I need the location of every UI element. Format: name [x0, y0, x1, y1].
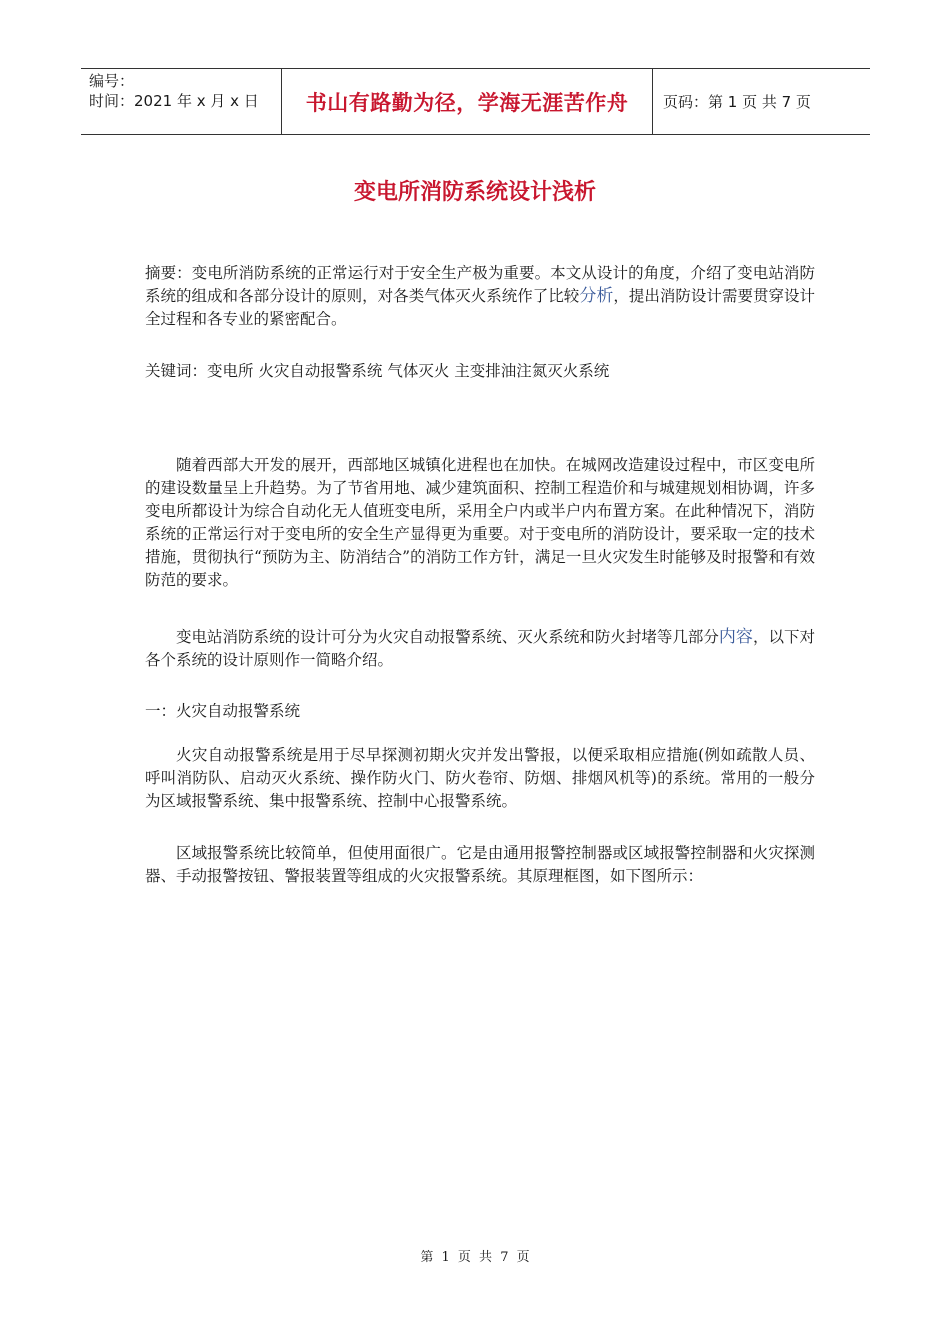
time-label: 时间：2021 年 x 月 x 日	[89, 92, 259, 110]
header-page-info-cell	[653, 69, 870, 134]
paragraph-4-text: 区域报警系统比较简单，但使用面很广。它是由通用报警控制器或区域报警控制器和火灾探测器、手动报警按钮、警报装置等组成的火灾报警系统。其原理框图，如下图所示：	[145, 844, 815, 885]
page-info: 页码：第 1 页 共 7 页	[663, 93, 811, 111]
header-table	[81, 68, 870, 135]
paragraph-1	[145, 454, 815, 592]
paragraph-2-link[interactable]: 内容	[718, 627, 753, 647]
abstract	[145, 262, 815, 331]
paragraph-2	[145, 626, 815, 672]
header-meta	[81, 69, 281, 134]
motto: 书山有路勤为径，学海无涯苦作舟	[305, 90, 629, 115]
section-heading-1	[145, 700, 815, 723]
paragraph-1-text: 随着西部大开发的展开，西部地区城镇化进程也在加快。在城网改造建设过程中，市区变电所的建设数量呈上升趋势。为了节省用地、减少建筑面积、控制工程造价和与城建规划相协调，许多变电所都设计为综合自动化无人值班变电所，采用全户内或半户内布置方案。在此种情况下，消防系统的正常运行对于变电所的安全生产显得更为重要。对于变电所的消防设计，要采取一定的技术措施，贯彻执行“预防为主、防消结合”的消防工作方针，满足一旦火灾发生时能够及时报警和有效防范的要求。	[145, 456, 815, 589]
paragraph-4	[145, 842, 815, 888]
abstract-text-b: ，提出消防设计需要贯穿设计全过程和各专业的紧密配合。	[145, 287, 815, 328]
paragraph-2-text-a: 变电站消防系统的设计可分为火灾自动报警系统、灭火系统和防火封堵等几部分	[176, 628, 719, 646]
document-title: 变电所消防系统设计浅析	[353, 180, 596, 205]
abstract-link[interactable]: 分析	[579, 286, 614, 306]
page-footer: 第 1 页 共 7 页	[420, 1250, 530, 1265]
paragraph-3	[145, 744, 815, 813]
section-heading-1-text: 一：火灾自动报警系统	[145, 702, 301, 720]
header-motto-cell	[281, 69, 653, 134]
keywords	[145, 360, 815, 383]
number-label: 编号：	[89, 72, 135, 90]
keywords-text: 关键词：变电所 火灾自动报警系统 气体灭火 主变排油注氮灭火系统	[145, 362, 610, 380]
paragraph-3-text: 火灾自动报警系统是用于尽早探测初期火灾并发出警报，以便采取相应措施(例如疏散人员、呼叫消防队、启动灭火系统、操作防火门、防火卷帘、防烟、排烟风机等)的系统。常用的一般分为区域报警系统、集中报警系统、控制中心报警系统。	[145, 746, 815, 810]
abstract-text-a: 摘要：变电所消防系统的正常运行对于安全生产极为重要。本文从设计的角度，介绍了变电站消防系统的组成和各部分设计的原则，对各类气体灭火系统作了比较	[145, 264, 815, 305]
paragraph-2-text-b: ，以下对各个系统的设计原则作一简略介绍。	[145, 628, 815, 669]
